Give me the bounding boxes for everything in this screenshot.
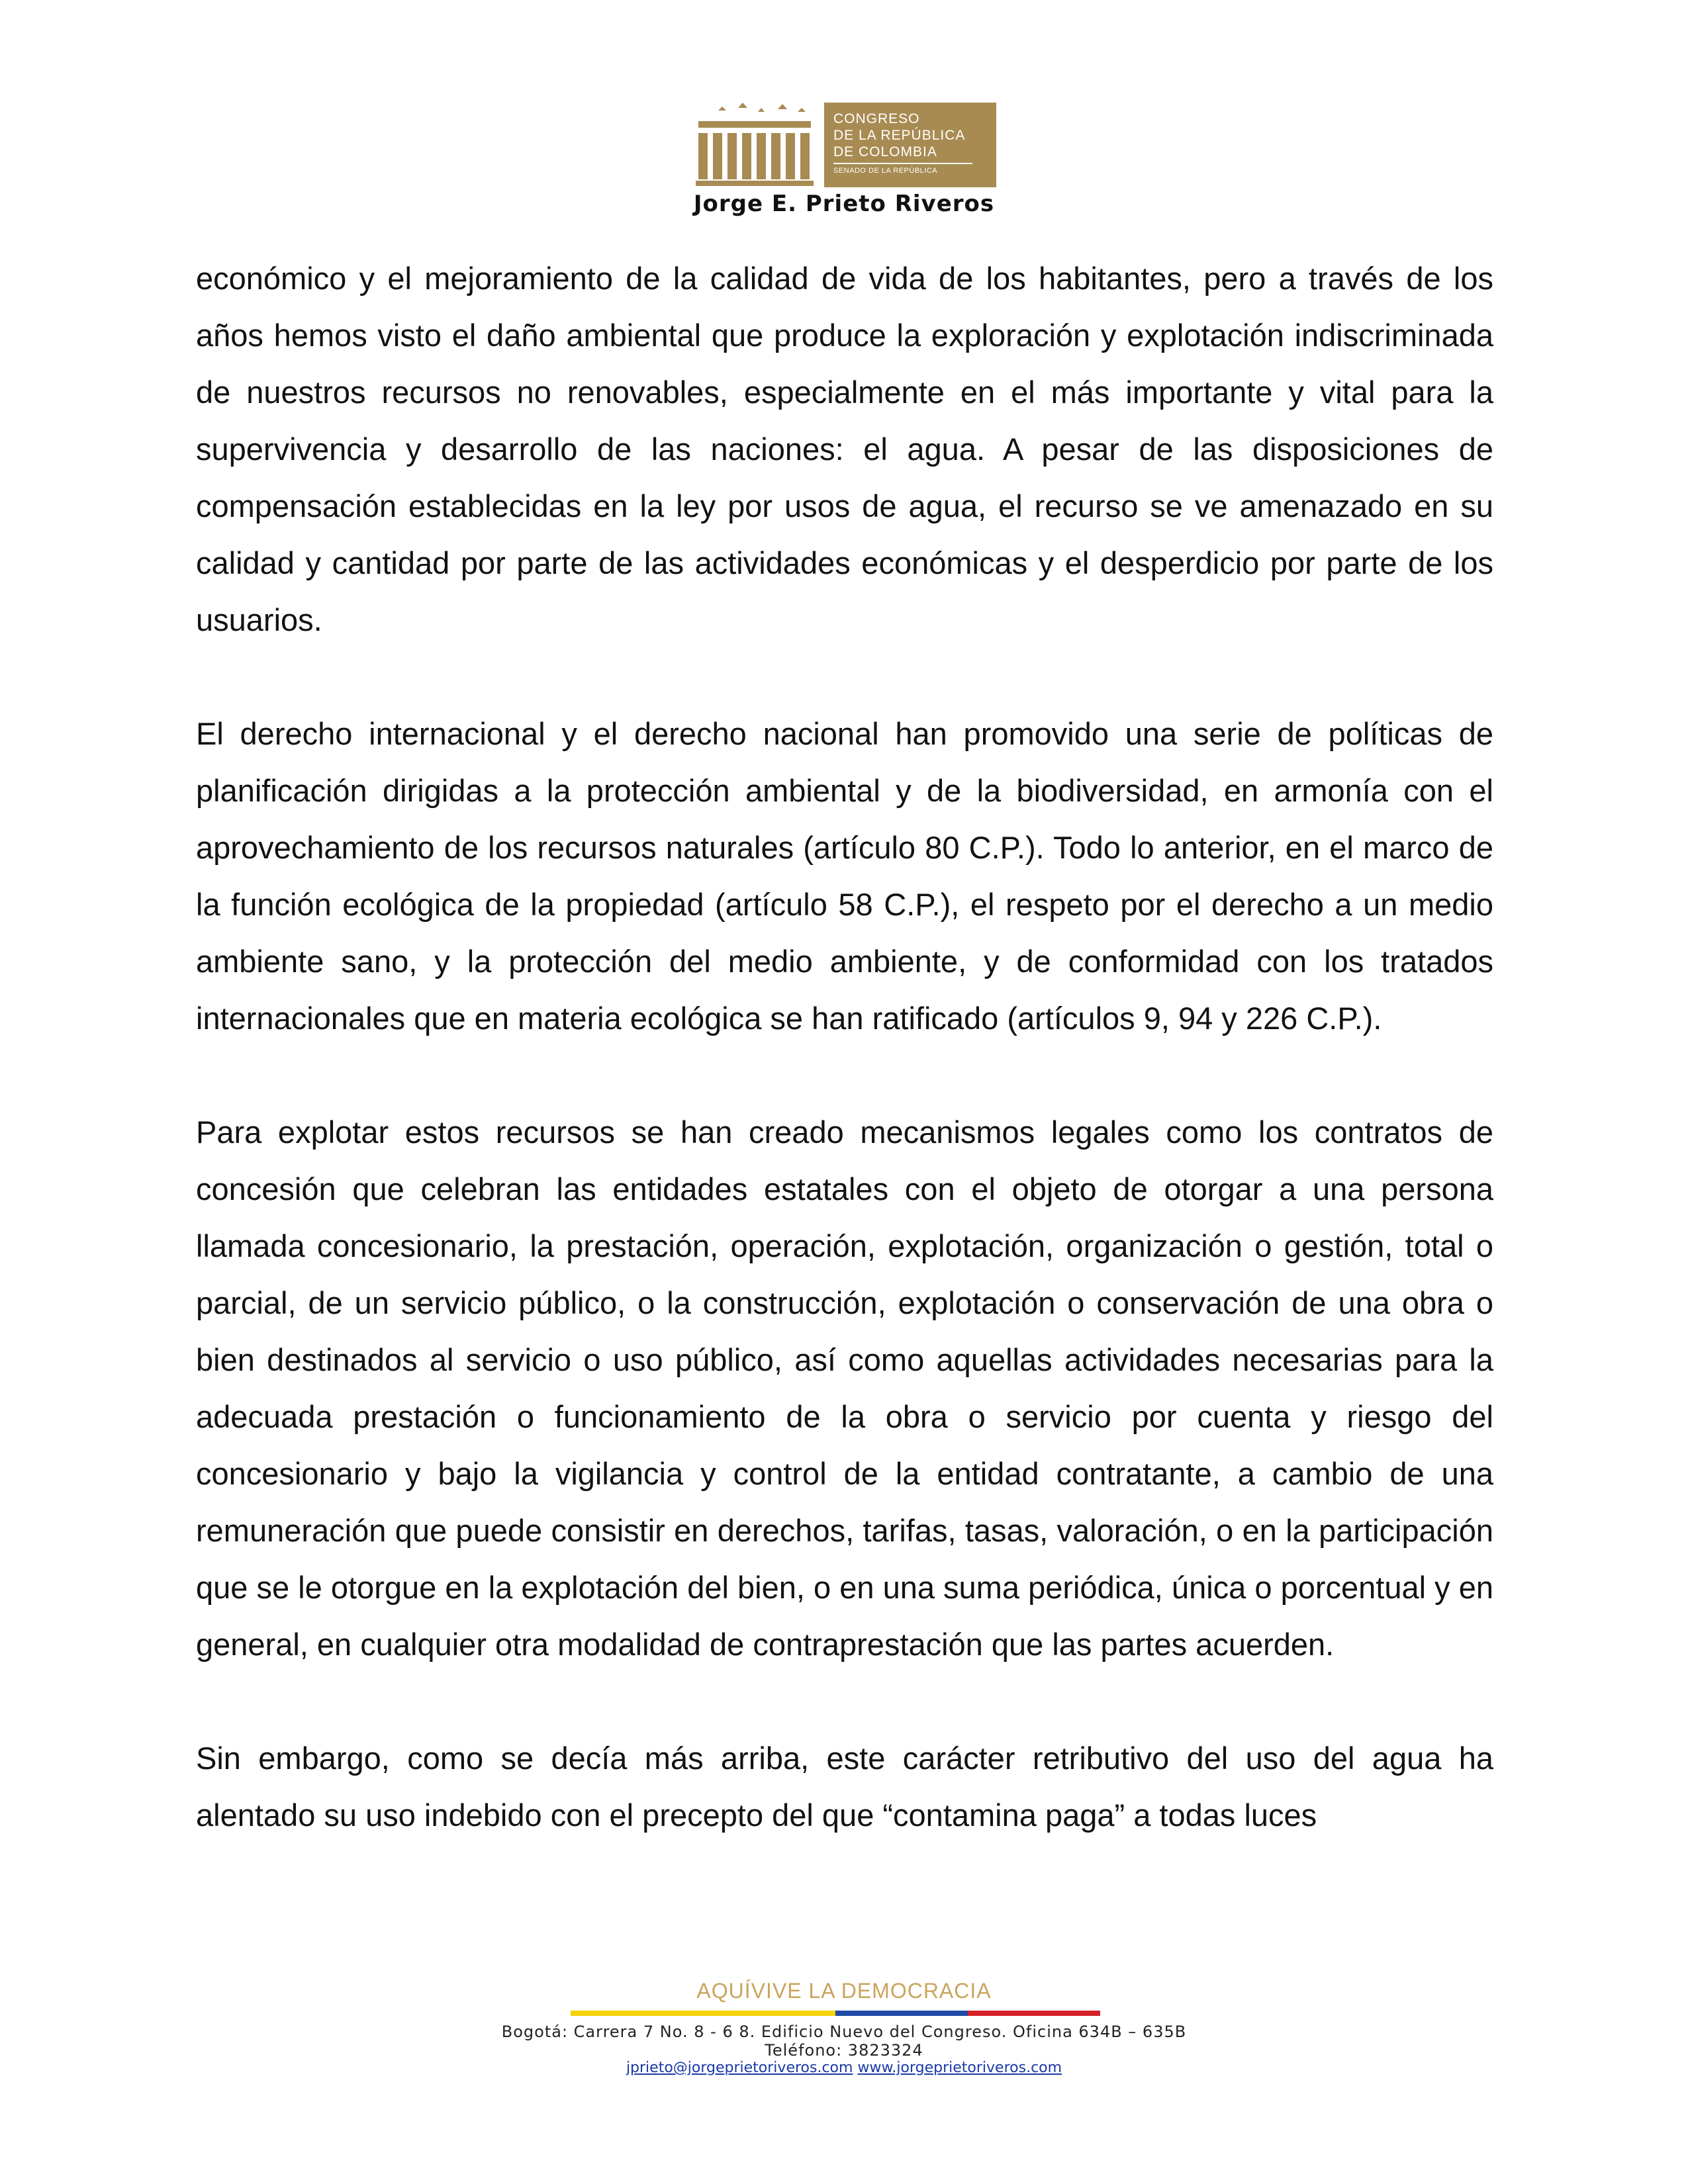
website-link[interactable]: www.jorgeprietoriveros.com (857, 2060, 1062, 2076)
document-body (196, 250, 1493, 1844)
letterhead-footer (0, 1979, 1688, 2184)
congress-logo (692, 96, 996, 189)
paragraph-2: El derecho internacional y el derecho nacional han promovido una serie de políticas de planificación dirigidas a la protección ambiental y de la biodiversidad, en armonía con el aprovechamiento de los recursos naturales (artículo 80 C.P.). Todo lo anterior, en el marco de la función ecológica de la propiedad (artículo 58 C.P.), el respeto por el derecho a un medio ambiente sano, y la protección del medio ambiente, y de conformidad con los tratados internacionales que en materia ecológica se han ratificado (artículos 9, 94 y 226 C.P.). (196, 716, 1493, 1036)
paragraph-3: Para explotar estos recursos se han creado mecanismos legales como los contratos de concesión que celebran las entidades estatales con el objeto de otorgar a una persona llamada concesionario, la prestación, operación, explotación, organización o gestión, total o parcial, de un servicio público, o la construcción, explotación o conservación de una obra o bien destinados al servicio o uso público, así como aquellas actividades necesarias para la adecuada prestación o funcionamiento de la obra o servicio por cuenta y riesgo del concesionario y bajo la vigilancia y control de la entidad contratante, a cambio de una remuneración que puede consistir en derechos, tarifas, tasas, valoración, o en la participación que se le otorgue en la explotación del bien, o en una suma periódica, única o porcentual y en general, en cualquier otra modalidad de contraprestación que las partes acuerden. (196, 1115, 1493, 1662)
flag-blue-band (835, 2011, 968, 2016)
office-address: Bogotá: Carrera 7 No. 8 - 6 8. Edificio Nuevo del Congreso. Oficina 634B – 635B (501, 2023, 1187, 2041)
office-phone: Teléfono: 3823324 (765, 2041, 923, 2060)
logo-line-3: DE COLOMBIA (833, 144, 937, 159)
letterhead (0, 0, 1688, 225)
flag-stripe (571, 2011, 1100, 2016)
logo-line-1: CONGRESO (833, 111, 920, 126)
author-name: Jorge E. Prieto Riveros (693, 191, 995, 217)
paragraph-1: económico y el mejoramiento de la calidad de vida de los habitantes, pero a través de los años hemos visto el daño ambiental que produce la exploración y explotación indiscriminada de nuestros recursos no renovables, especialmente en el más importante y vital para la supervivencia y desarrollo de las naciones: el agua. A pesar de las disposiciones de compensación establecidas en la ley por usos de agua, el recurso se ve amenazado en su calidad y cantidad por parte de las actividades económicas y el desperdicio por parte de los usuarios. (196, 261, 1493, 637)
contact-links (0, 2060, 1688, 2076)
logo-subtitle: SENADO DE LA REPÚBLICA (833, 167, 938, 175)
logo-line-2: DE LA REPÚBLICA (833, 128, 966, 143)
flag-yellow-band (571, 2011, 835, 2016)
paragraph-4: Sin embargo, como se decía más arriba, este carácter retributivo del uso del agua ha alentado su uso indebido con el precepto del que “contamina paga” a todas luces (196, 1741, 1493, 1833)
slogan: AQUÍVIVE LA DEMOCRACIA (696, 1979, 992, 2003)
logo-divider (833, 163, 972, 164)
capitol-emblem-icon (692, 96, 818, 189)
congress-nameplate (824, 103, 996, 187)
email-link[interactable]: jprieto@jorgeprietoriveros.com (626, 2060, 853, 2076)
flag-red-band (968, 2011, 1100, 2016)
